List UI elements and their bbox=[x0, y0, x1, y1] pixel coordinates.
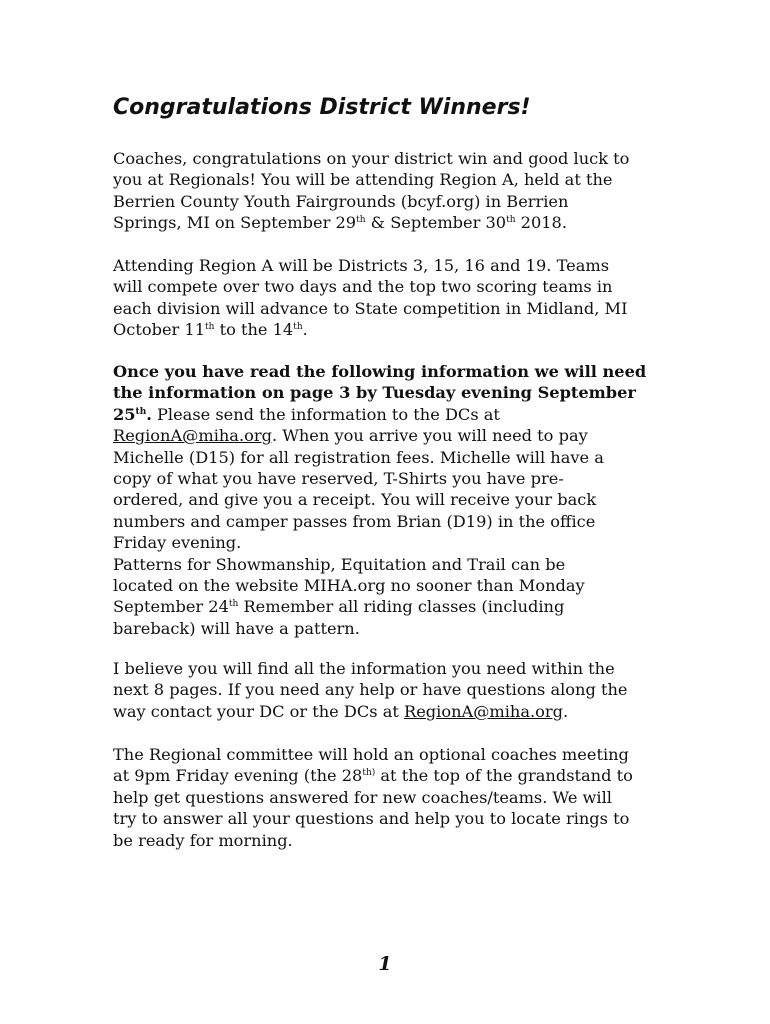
text-line: next 8 pages. If you need any help or have questions along the bbox=[113, 680, 628, 700]
text-line: try to answer all your questions and help you to locate rings to bbox=[113, 809, 630, 829]
text-line: will compete over two days and the top two scoring teams in bbox=[113, 277, 613, 297]
paragraph-help bbox=[113, 658, 628, 722]
text-line: ordered, and give you a receipt. You will receive your back bbox=[113, 490, 597, 510]
text-line bbox=[113, 765, 633, 786]
superscript: th bbox=[135, 406, 147, 417]
email-link[interactable]: RegionA@miha.org bbox=[113, 426, 272, 446]
text-segment: & September 30 bbox=[365, 213, 507, 233]
superscript: th bbox=[228, 599, 239, 610]
text-segment: . bbox=[562, 701, 569, 721]
text-segment: Springs, MI on September 29 bbox=[113, 213, 357, 233]
paragraph-instructions bbox=[113, 361, 646, 639]
text-segment: way contact your DC or the DCs at bbox=[113, 701, 405, 721]
text-line-bold: Once you have read the following information we will need bbox=[113, 362, 647, 381]
text-line bbox=[113, 404, 646, 425]
text-line: The Regional committee will hold an optional coaches meeting bbox=[113, 745, 629, 764]
superscript: th bbox=[205, 322, 215, 333]
paragraph-intro bbox=[113, 148, 629, 234]
superscript: th bbox=[506, 215, 516, 226]
text-line bbox=[113, 319, 627, 340]
text-line: help get questions answered for new coaches/teams. We will bbox=[113, 787, 612, 807]
paragraph-districts bbox=[113, 255, 627, 341]
text-line: Attending Region A will be Districts 3, 15, 16 and 19. Teams bbox=[113, 256, 610, 275]
paragraph-meeting bbox=[113, 744, 633, 851]
text-segment: at the top of the grandstand to bbox=[375, 766, 633, 786]
text-segment-bold: 25 bbox=[113, 404, 136, 424]
text-line bbox=[113, 212, 629, 233]
text-line: bareback) will have a pattern. bbox=[113, 618, 360, 638]
text-segment: September 24 bbox=[113, 597, 229, 617]
text-segment: . bbox=[302, 320, 308, 340]
text-line bbox=[113, 701, 628, 722]
superscript: th bbox=[356, 215, 366, 226]
text-segment: . When you arrive you will need to pay bbox=[271, 426, 588, 446]
text-segment: to the 14 bbox=[214, 320, 294, 340]
text-line: be ready for morning. bbox=[113, 830, 293, 850]
text-line: you at Regionals! You will be attending Region A, held at the bbox=[113, 170, 613, 190]
text-line: numbers and camper passes from Brian (D19) in the office bbox=[113, 511, 596, 531]
text-line: I believe you will find all the information you need within the bbox=[113, 659, 615, 678]
text-line: Coaches, congratulations on your district win and good luck to bbox=[113, 149, 630, 168]
text-line: Patterns for Showmanship, Equitation and Trail can be bbox=[113, 554, 566, 574]
superscript: th bbox=[293, 322, 303, 333]
page-title: Congratulations District Winners! bbox=[113, 95, 531, 120]
page-number: 1 bbox=[378, 953, 392, 975]
text-segment: 2018. bbox=[515, 213, 568, 233]
text-line: Berrien County Youth Fairgrounds (bcyf.org) in Berrien bbox=[113, 191, 569, 211]
text-line bbox=[113, 425, 646, 446]
text-line: Michelle (D15) for all registration fees. Michelle will have a bbox=[113, 447, 604, 467]
text-segment: October 11 bbox=[113, 320, 206, 340]
email-link[interactable]: RegionA@miha.org bbox=[404, 701, 563, 721]
text-segment-bold: . bbox=[146, 404, 152, 424]
text-line-bold: the information on page 3 by Tuesday evening September bbox=[113, 383, 636, 403]
text-line: copy of what you have reserved, T-Shirts you have pre- bbox=[113, 469, 564, 489]
text-line: Friday evening. bbox=[113, 533, 242, 553]
text-line: each division will advance to State competition in Midland, MI bbox=[113, 298, 628, 318]
superscript: th) bbox=[362, 768, 376, 779]
text-line: located on the website MIHA.org no sooner than Monday bbox=[113, 576, 585, 596]
text-segment: Please send the information to the DCs at bbox=[151, 404, 500, 424]
text-segment: Remember all riding classes (including bbox=[238, 597, 565, 617]
text-line bbox=[113, 596, 646, 617]
text-segment: at 9pm Friday evening (the 28 bbox=[113, 766, 363, 786]
